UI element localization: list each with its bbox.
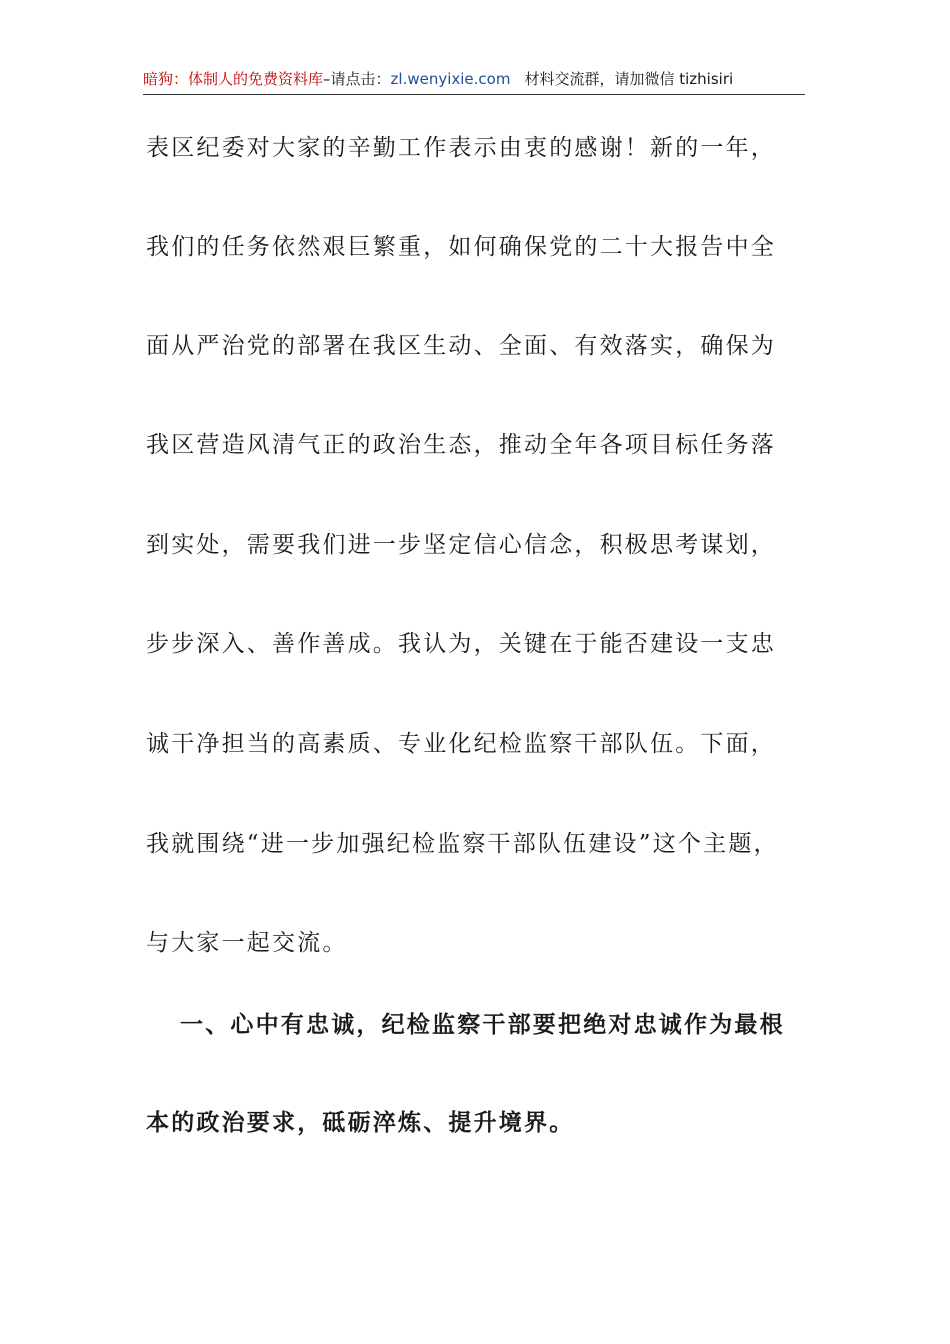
body-line: 到实处，需要我们进一步坚定信心信念，积极思考谋划，: [146, 532, 776, 558]
body-line: 表区纪委对大家的辛勤工作表示由衷的感谢！新的一年，: [146, 135, 776, 161]
body-line: 步步深入、善作善成。我认为，关键在于能否建设一支忠: [146, 631, 776, 657]
section-heading-line: 本的政治要求，砥砺淬炼、提升境界。: [146, 1109, 575, 1136]
body-line: 我就围绕“进一步加强纪检监察干部队伍建设”这个主题，: [146, 831, 779, 857]
header-prefix-text: –请点击：: [323, 70, 391, 88]
page-header: [143, 64, 805, 95]
body-line: 我区营造风清气正的政治生态，推动全年各项目标任务落: [146, 432, 776, 458]
body-line: 面从严治党的部署在我区生动、全面、有效落实，确保为: [146, 333, 776, 359]
body-line: 诚干净担当的高素质、专业化纪检监察干部队伍。下面，: [146, 731, 776, 757]
body-line: 与大家一起交流。: [146, 930, 348, 956]
body-line: 我们的任务依然艰巨繁重，如何确保党的二十大报告中全: [146, 234, 776, 260]
section-heading-line: 一、心中有忠诚，纪检监察干部要把绝对忠诚作为最根: [180, 1011, 785, 1038]
header-brand-text: 暗狗：体制人的免费资料库: [143, 70, 324, 88]
header-contact-text: 材料交流群，请加微信 tizhisiri: [524, 70, 734, 88]
header-website-link[interactable]: zl.wenyixie.com: [390, 70, 511, 88]
